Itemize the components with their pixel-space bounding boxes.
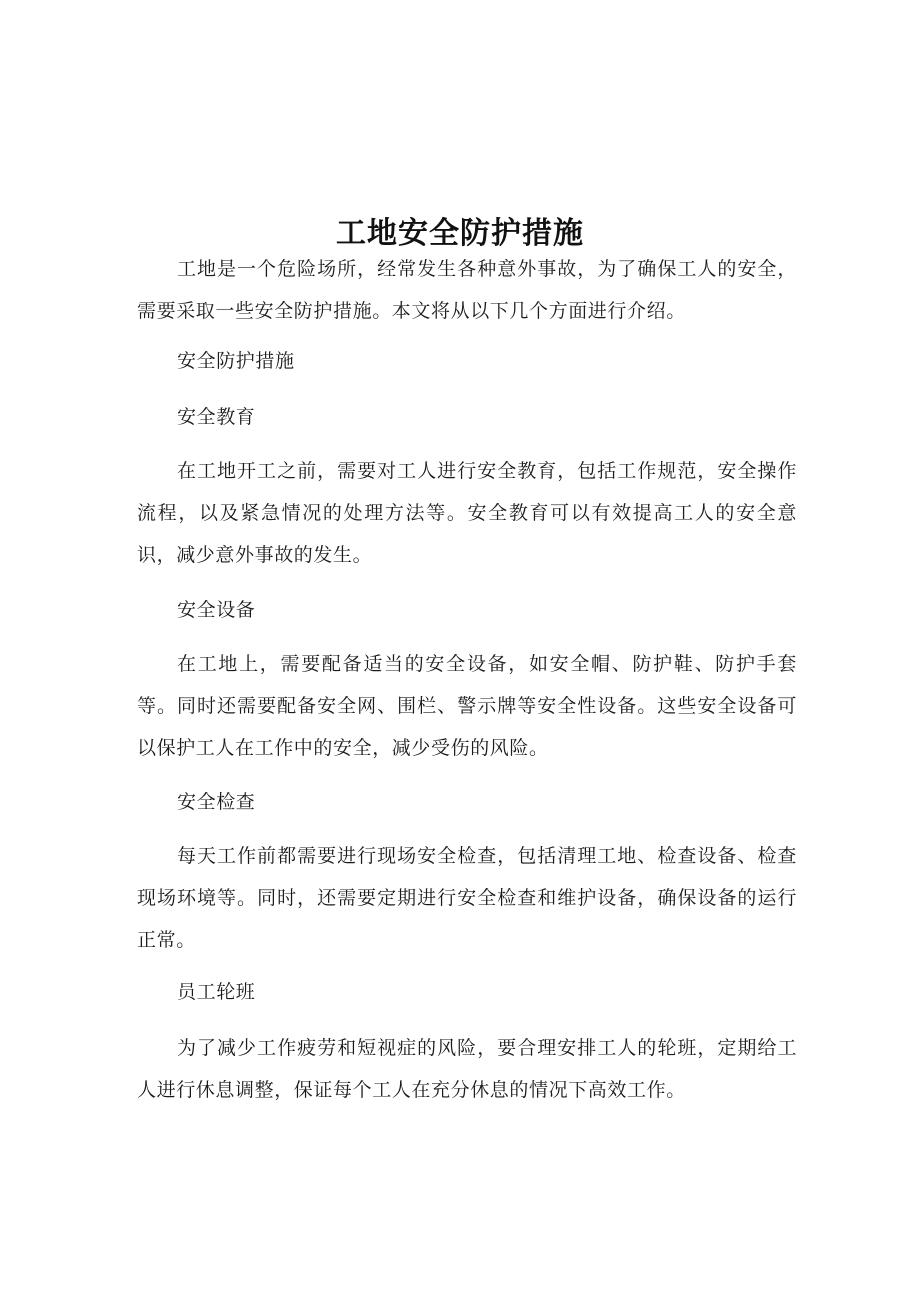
subsection-heading-education: 安全教育 [177,406,256,428]
subsection-heading-inspection: 安全检查 [177,791,256,813]
paragraph-equipment: 在工地上，需要配备适当的安全设备，如安全帽、防护鞋、防护手套等。同时还需要配备安全网、围栏、警示牌等安全性设备。这些安全设备可以保护工人在工作中的安全，减少受伤的风险。 [137,653,797,759]
subsection-heading-equipment: 安全设备 [177,599,256,621]
paragraph-inspection: 每天工作前都需要进行现场安全检查，包括清理工地、检查设备、检查现场环境等。同时，还需要定期进行安全检查和维护设备，确保设备的运行正常。 [137,845,797,951]
section-heading: 安全防护措施 [177,350,295,372]
intro-paragraph: 工地是一个危险场所，经常发生各种意外事故，为了确保工人的安全，需要采取一些安全防护措施。本文将从以下几个方面进行介绍。 [137,258,797,322]
subsection-heading-shifts: 员工轮班 [177,981,256,1003]
paragraph-education: 在工地开工之前，需要对工人进行安全教育，包括工作规范，安全操作流程，以及紧急情况的处理方法等。安全教育可以有效提高工人的安全意识，减少意外事故的发生。 [137,460,797,566]
document-title: 工地安全防护措施 [336,216,584,252]
paragraph-shifts: 为了减少工作疲劳和短视症的风险，要合理安排工人的轮班，定期给工人进行休息调整，保证每个工人在充分休息的情况下高效工作。 [137,1037,797,1101]
